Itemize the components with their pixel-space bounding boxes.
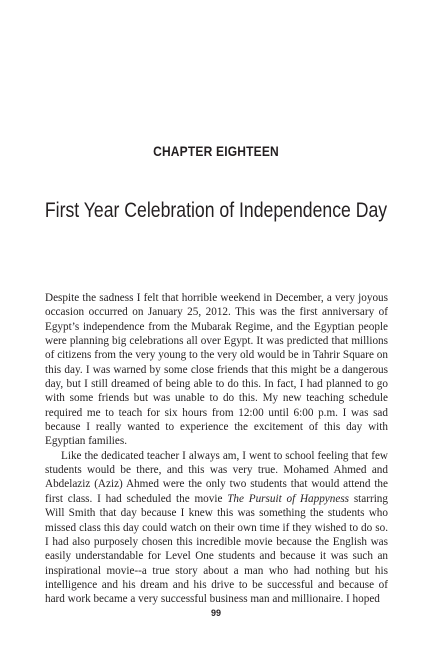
- paragraph-text: Like the dedicated teacher I always am, I went to school feeling that few students would be there, and this was very true. Mohamed Ahmed and Abdelaziz (Aziz) Ahmed were the only two students that would attend the first class. I had scheduled the movie: [45, 449, 388, 505]
- paragraph: [45, 449, 388, 607]
- movie-title: The Pursuit of Happyness: [227, 492, 350, 505]
- chapter-title: First Year Celebration of Independence Day: [44, 199, 388, 222]
- paragraph: Despite the sadness I felt that horrible weekend in December, a very joyous occasion occurred on January 25, 2012. This was the first anniversary of Egypt’s independence from the Mubarak Regime, and the Egyptian people were planning big celebrations all over Egypt. It was predicted that millions of citizens from the very young to the very old would be in Tahrir Square on this day. I was warned by some close friends that this might be a dangerous day, but I still dreamed of being able to do this. In fact, I had planned to go with some friends but was unable to do this. My new teaching schedule required me to teach for six hours from 12:00 until 6:00 p.m. I was sad because I really wanted to experience the excitement of this day with Egyptian families.: [45, 292, 388, 448]
- chapter-label: CHAPTER EIGHTEEN: [153, 143, 279, 159]
- paragraph-text: starring Will Smith that day because I knew this was something the students who missed class this day could watch on their own time if they wished to do so. I had also purposely chosen this incredible movie because the English was easily understandable for Level One students and because it was such an inspirational movie--a true story about a man who had nothing but his intelligence and his dream and his drive to be successful and because of hard work became a very successful business man and millionaire. I hoped: [45, 492, 388, 606]
- body-text: [45, 291, 388, 607]
- page-number: 99: [210, 608, 221, 618]
